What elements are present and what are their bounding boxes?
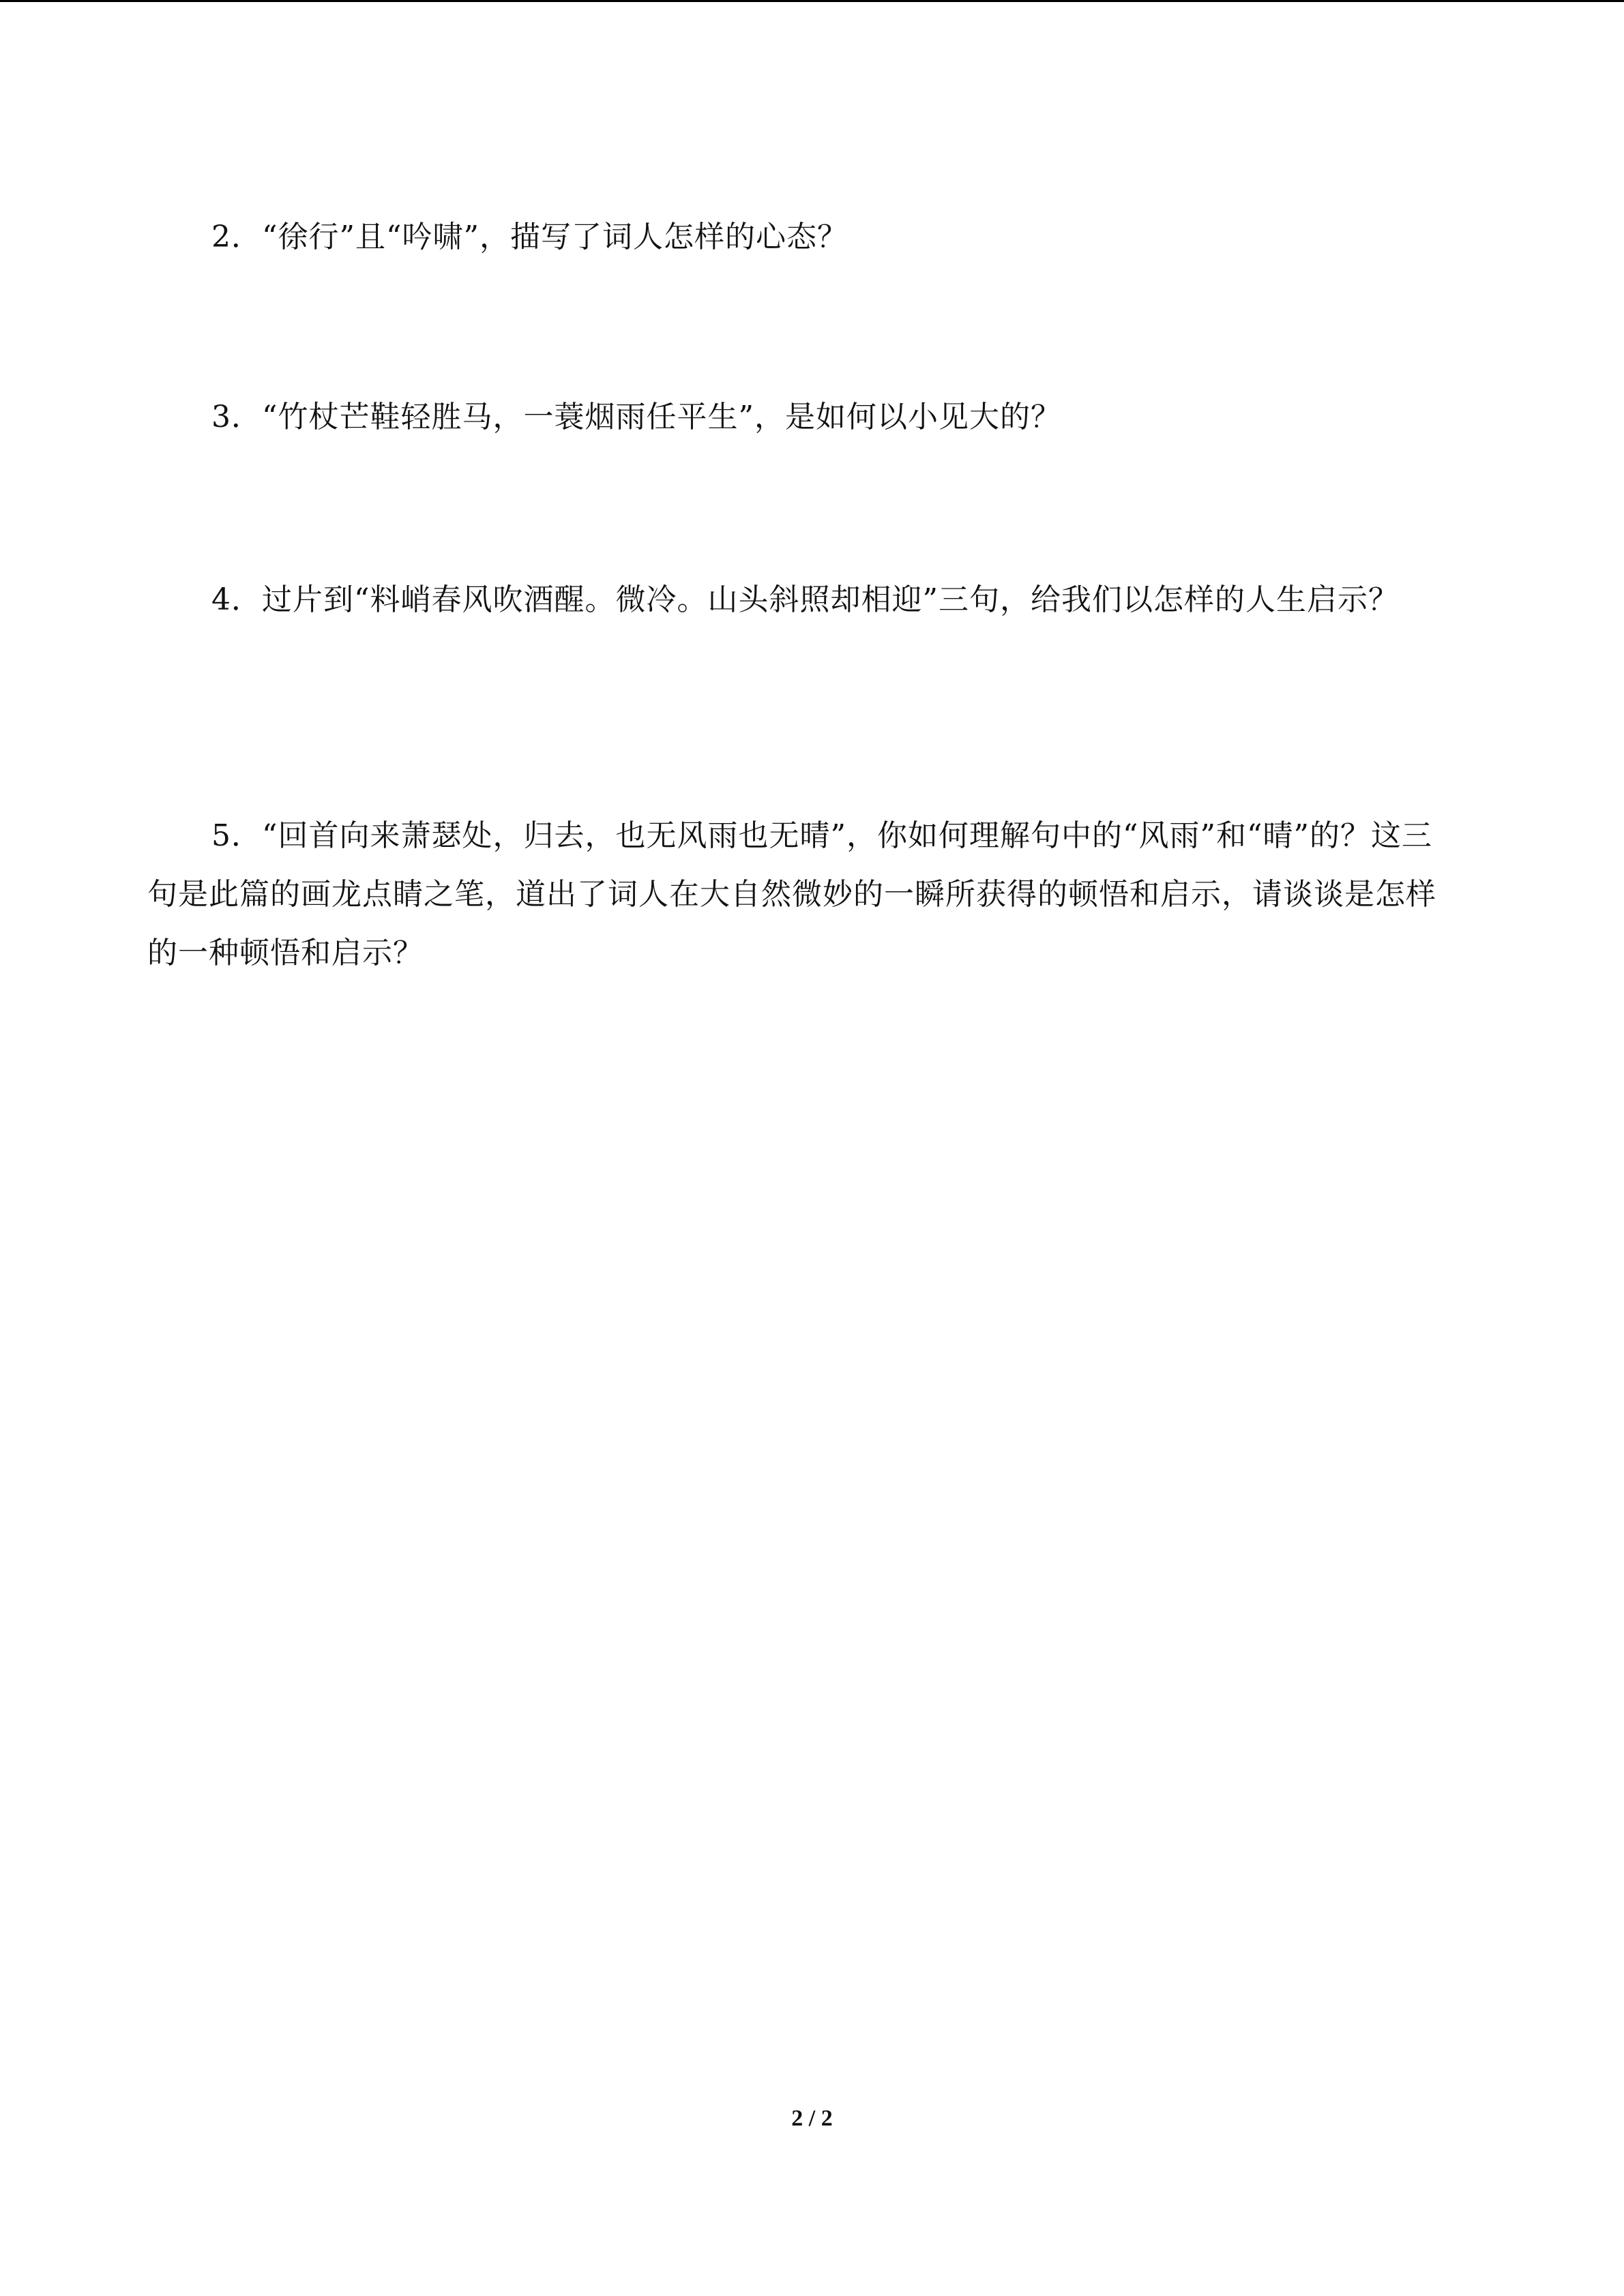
question-text: “竹杖芒鞋轻胜马，一蓑烟雨任平生”，是如何以小见大的？ (262, 400, 1061, 434)
question-text: “回首向来萧瑟处，归去，也无风雨也无晴”，你如何理解句中的“风雨”和“晴”的？这三句是此篇的画龙点睛之笔，道出了词人在大自然微妙的一瞬所获得的顿悟和启示，请谈谈是怎样的一种顿悟和启示？ (147, 818, 1436, 970)
question-number: 3． (211, 400, 262, 434)
question-text: 过片到“料峭春风吹酒醒。微冷。山头斜照却相迎”三句，给我们以怎样的人生启示？ (262, 582, 1399, 617)
question-5 (147, 807, 1443, 983)
page-number: 2 / 2 (791, 2106, 833, 2131)
question-number: 5． (211, 818, 262, 853)
question-number: 2． (211, 220, 262, 254)
question-3 (147, 388, 1443, 447)
question-number: 4． (211, 582, 262, 617)
question-2 (147, 208, 1443, 267)
question-4 (147, 571, 1443, 629)
question-text: “徐行”且“吟啸”，描写了词人怎样的心态？ (262, 220, 848, 254)
